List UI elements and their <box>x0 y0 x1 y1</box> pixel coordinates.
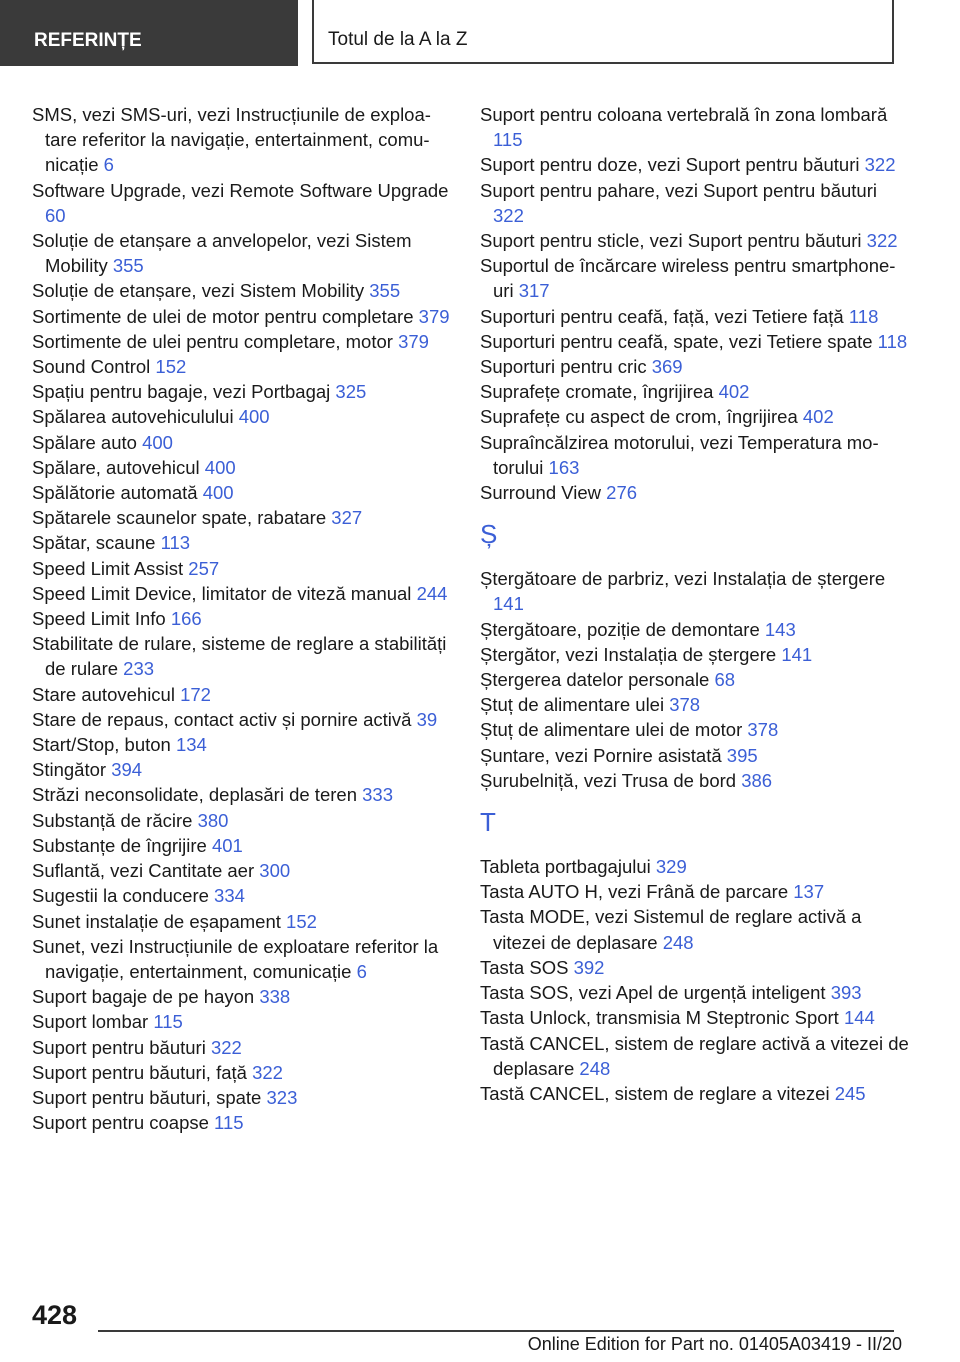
page-link[interactable]: 400 <box>142 431 173 453</box>
index-entry <box>32 934 452 984</box>
page-link[interactable]: 400 <box>204 456 236 478</box>
index-entry <box>480 854 910 879</box>
index-entry <box>480 329 910 354</box>
index-entry <box>480 102 910 152</box>
entry-text: Tasta SOS, vezi Apel de urgență inteligent <box>480 982 826 1004</box>
entry-text: Șurubelniță, vezi Trusa de bord <box>480 769 737 791</box>
index-entry <box>32 782 452 807</box>
footer-divider <box>98 1330 894 1332</box>
index-entry <box>32 329 452 354</box>
page-link[interactable]: 402 <box>802 406 834 428</box>
index-column-left <box>32 102 452 1135</box>
page-link[interactable]: 141 <box>493 593 524 615</box>
chapter-title: Totul de la A la Z <box>312 0 894 64</box>
entry-text: Tasta SOS <box>480 956 569 978</box>
entry-text: Suport pentru sticle, vezi Suport pentru băuturi <box>480 230 862 252</box>
index-entry <box>32 606 452 631</box>
index-entry <box>480 566 910 616</box>
page-link[interactable]: 323 <box>266 1086 298 1108</box>
page-link[interactable]: 379 <box>418 305 450 327</box>
entry-text: Spațiu pentru bagaje, vezi Portbagaj <box>32 381 331 403</box>
page-link[interactable]: 400 <box>238 406 270 428</box>
entry-text: Suport pentru băuturi, spate <box>32 1086 262 1108</box>
index-entry <box>480 152 910 177</box>
page-link[interactable]: 60 <box>45 204 66 226</box>
index-entry <box>480 717 910 742</box>
page-link[interactable]: 144 <box>843 1007 875 1029</box>
index-entry <box>480 1031 910 1081</box>
index-entry <box>32 430 452 455</box>
entry-text: Suport lombar <box>32 1011 149 1033</box>
index-entry <box>480 743 910 768</box>
page-link[interactable]: 380 <box>197 809 229 831</box>
index-entry <box>32 178 452 228</box>
entry-text: Supraîncălzirea motorului, vezi Temperatura motorului <box>480 431 879 478</box>
index-entry <box>32 909 452 934</box>
entry-text: Sound Control <box>32 356 151 378</box>
page-link[interactable]: 248 <box>579 1057 611 1079</box>
index-entry <box>480 980 910 1005</box>
index-entry <box>32 1085 452 1110</box>
entry-text: Spătarele scaunelor spate, rabatare <box>32 507 327 529</box>
entry-text: Suprafețe cu aspect de crom, îngrijirea <box>480 406 798 428</box>
page-link[interactable]: 166 <box>170 608 202 630</box>
index-entry <box>32 278 452 303</box>
index-entry <box>32 455 452 480</box>
page-link[interactable]: 378 <box>669 694 701 716</box>
edition-text: Online Edition for Part no. 01405A03419 - II/20 <box>527 1334 902 1354</box>
index-entry <box>32 354 452 379</box>
page-link[interactable]: 257 <box>188 557 220 579</box>
entry-text: Suport pentru pahare, vezi Suport pentru băuturi <box>480 179 877 201</box>
index-group-s <box>480 102 910 505</box>
index-entry <box>480 430 910 480</box>
entry-text: Spălare, autovehicul <box>32 456 200 478</box>
page-link[interactable]: 329 <box>655 856 687 878</box>
entry-text: Ștuț de alimentare ulei de motor <box>480 719 743 741</box>
entry-text: Ștergerea datelor personale <box>480 669 710 691</box>
entry-text: Spălare auto <box>32 431 137 453</box>
page-header <box>0 0 960 66</box>
entry-text: Tableta portbagajului <box>480 856 651 878</box>
entry-text: Suportul de încărcare wireless pentru smartphone-uri <box>480 255 896 302</box>
index-entry <box>32 228 452 278</box>
index-entry <box>32 102 452 178</box>
index-entry <box>480 768 910 793</box>
page-link[interactable]: 322 <box>210 1036 242 1058</box>
index-entry <box>480 480 910 505</box>
entry-text: Suport bagaje de pe hayon <box>32 986 255 1008</box>
page-link[interactable]: 401 <box>211 834 243 856</box>
index-entry <box>32 1110 452 1135</box>
entry-text: Surround View <box>480 482 602 504</box>
entry-text: Tasta MODE, vezi Sistemul de reglare activă a vitezei de deplasare <box>480 906 862 953</box>
page-link[interactable]: 334 <box>214 885 245 907</box>
page-link[interactable]: 115 <box>153 1011 183 1033</box>
entry-text: Software Upgrade, vezi Remote Software Upgrade <box>32 179 449 201</box>
page-link[interactable]: 68 <box>714 669 736 691</box>
entry-text: Străzi neconsolidate, deplasări de teren <box>32 784 357 806</box>
entry-text: Substanțe de îngrijire <box>32 834 207 856</box>
entry-text: Suporturi pentru cric <box>480 356 647 378</box>
page-link[interactable]: 392 <box>573 956 605 978</box>
letter-heading-sh: Ș <box>480 519 498 550</box>
page-link[interactable]: 143 <box>764 618 796 640</box>
page-link[interactable]: 322 <box>252 1061 283 1083</box>
entry-text: Substanță de răcire <box>32 809 193 831</box>
entry-text: Soluție de etanșare, vezi Sistem Mobility <box>32 280 365 302</box>
index-entry <box>32 1060 452 1085</box>
entry-text: Soluție de etanșare a anvelopelor, vezi Sistem Mobility <box>32 230 412 277</box>
entry-text: Stare de repaus, contact activ și pornire activă <box>32 708 412 730</box>
page-link[interactable]: 317 <box>518 280 550 302</box>
entry-text: Spălătorie automată <box>32 482 198 504</box>
index-entry <box>32 984 452 1009</box>
entry-text: Stingător <box>32 759 107 781</box>
index-entry <box>32 858 452 883</box>
page-link[interactable]: 327 <box>331 507 363 529</box>
index-entry <box>32 581 452 606</box>
page-link[interactable]: 39 <box>416 708 438 730</box>
entry-text: Șuntare, vezi Pornire asistată <box>480 744 722 766</box>
page-link[interactable]: 322 <box>864 154 896 176</box>
page-link[interactable]: 245 <box>834 1082 866 1104</box>
index-entry <box>480 379 910 404</box>
index-column-right <box>480 102 910 1106</box>
entry-text: Ștergătoare, poziție de demontare <box>480 618 760 640</box>
page-link[interactable]: 322 <box>866 230 898 252</box>
index-entry <box>32 556 452 581</box>
page-link[interactable]: 244 <box>416 582 448 604</box>
page-link[interactable]: 118 <box>877 330 908 352</box>
page-link[interactable]: 379 <box>398 330 429 352</box>
entry-text: Suprafețe cromate, îngrijirea <box>480 381 714 403</box>
page-link[interactable]: 6 <box>356 960 367 982</box>
index-entry <box>32 883 452 908</box>
page-link[interactable]: 333 <box>362 784 393 806</box>
entry-text: Suport pentru băuturi <box>32 1036 206 1058</box>
entry-text: Suporturi pentru ceafă, spate, vezi Tetiere spate <box>480 330 873 352</box>
page-link[interactable]: 276 <box>606 482 638 504</box>
page-link[interactable]: 369 <box>651 356 683 378</box>
letter-heading-t: T <box>480 807 496 838</box>
entry-text: Suflantă, vezi Cantitate aer <box>32 860 255 882</box>
entry-text: Sortimente de ulei de motor pentru completare <box>32 305 414 327</box>
entry-text: Sunet, vezi Instrucțiunile de exploatare referitor la navigație, entertainment, comunicație <box>32 935 439 982</box>
index-entry <box>32 757 452 782</box>
entry-text: Ștergătoare de parbriz, vezi Instalația de ștergere <box>480 568 886 590</box>
page-link[interactable]: 338 <box>259 986 291 1008</box>
page-number: 428 <box>32 1300 78 1330</box>
index-entry <box>480 904 910 954</box>
index-entry <box>480 228 910 253</box>
entry-text: Tastă CANCEL, sistem de reglare activă a vitezei de deplasare <box>480 1032 909 1079</box>
index-entry <box>32 833 452 858</box>
index-entry <box>32 304 452 329</box>
index-entry <box>480 178 910 228</box>
index-entry <box>480 253 910 303</box>
page-link[interactable]: 355 <box>369 280 401 302</box>
entry-text: Ștergător, vezi Instalația de ștergere <box>480 643 777 665</box>
entry-text: Spălarea autovehiculului <box>32 406 234 428</box>
index-entry <box>480 1005 910 1030</box>
index-entry <box>32 480 452 505</box>
page-link[interactable]: 141 <box>781 643 813 665</box>
entry-text: Suport pentru coloana vertebrală în zona lombară <box>480 104 888 125</box>
section-tab: REFERINȚE <box>0 0 298 66</box>
page-link[interactable]: 393 <box>830 982 862 1004</box>
index-entry <box>480 879 910 904</box>
index-entry <box>32 1035 452 1060</box>
page-link[interactable]: 134 <box>175 734 207 756</box>
page-link[interactable]: 395 <box>726 744 758 766</box>
index-entry <box>480 667 910 692</box>
index-entry <box>32 530 452 555</box>
entry-text: Speed Limit Device, limitator de viteză manual <box>32 582 412 604</box>
page-link[interactable]: 400 <box>202 482 234 504</box>
page-link[interactable]: 6 <box>103 154 114 176</box>
entry-text: Suporturi pentru ceafă, față, vezi Tetiere față <box>480 305 844 327</box>
page-link[interactable]: 386 <box>741 769 773 791</box>
index-group-sh <box>480 566 910 793</box>
index-entry <box>480 692 910 717</box>
index-entry <box>32 682 452 707</box>
page-link[interactable]: 115 <box>214 1112 244 1134</box>
page-link[interactable]: 113 <box>160 532 191 554</box>
entry-text: Suport pentru băuturi, față <box>32 1061 247 1083</box>
entry-text: Stare autovehicul <box>32 683 175 705</box>
page-link[interactable]: 115 <box>493 129 523 151</box>
entry-text: Start/Stop, buton <box>32 734 171 756</box>
page-link[interactable]: 172 <box>180 683 211 705</box>
index-group-t <box>480 854 910 1106</box>
index-entry <box>480 642 910 667</box>
index-entry <box>480 955 910 980</box>
index-entry <box>480 354 910 379</box>
index-entry <box>32 631 452 681</box>
index-entry <box>32 379 452 404</box>
entry-text: Stabilitate de rulare, sisteme de reglare a stabilități de rulare <box>32 633 447 680</box>
page-link[interactable]: 378 <box>747 719 779 741</box>
entry-text: Tastă CANCEL, sistem de reglare a vitezei <box>480 1082 830 1104</box>
page-link[interactable]: 394 <box>111 759 143 781</box>
entry-text: Suport pentru doze, vezi Suport pentru băuturi <box>480 154 860 176</box>
page-link[interactable]: 322 <box>493 204 524 226</box>
page-link[interactable]: 402 <box>718 381 750 403</box>
entry-text: Sunet instalație de eșapament <box>32 910 281 932</box>
entry-text: Tasta Unlock, transmisia M Steptronic Sport <box>480 1007 839 1029</box>
page-link[interactable]: 163 <box>548 456 580 478</box>
page-link[interactable]: 325 <box>335 381 367 403</box>
page-link[interactable]: 152 <box>155 356 187 378</box>
index-entry <box>480 404 910 429</box>
index-entry <box>32 808 452 833</box>
index-entry <box>32 707 452 732</box>
page-link[interactable]: 118 <box>848 305 879 327</box>
entry-text: Suport pentru coapse <box>32 1112 209 1134</box>
entry-text: Sugestii la conducere <box>32 885 209 907</box>
index-entry <box>480 1081 910 1106</box>
entry-text: Spătar, scaune <box>32 532 156 554</box>
page-link[interactable]: 300 <box>259 860 291 882</box>
page-link[interactable]: 248 <box>662 931 694 953</box>
page-link[interactable]: 355 <box>112 255 144 277</box>
index-entry <box>480 617 910 642</box>
index-entry <box>480 304 910 329</box>
entry-text: SMS, vezi SMS-uri, vezi Instrucțiunile de exploatare referitor la navigație, entertainment, comunicație <box>32 104 431 176</box>
entry-text: Tasta AUTO H, vezi Frână de parcare <box>480 881 789 903</box>
page-link[interactable]: 137 <box>793 881 825 903</box>
index-entry <box>32 404 452 429</box>
page-link[interactable]: 152 <box>286 910 317 932</box>
index-entry <box>32 505 452 530</box>
entry-text: Ștuț de alimentare ulei <box>480 694 665 716</box>
entry-text: Speed Limit Assist <box>32 557 184 579</box>
index-entry <box>32 1009 452 1034</box>
page-link[interactable]: 233 <box>123 658 155 680</box>
index-entry <box>32 732 452 757</box>
entry-text: Sortimente de ulei pentru completare, motor <box>32 330 393 352</box>
entry-text: Speed Limit Info <box>32 608 166 630</box>
